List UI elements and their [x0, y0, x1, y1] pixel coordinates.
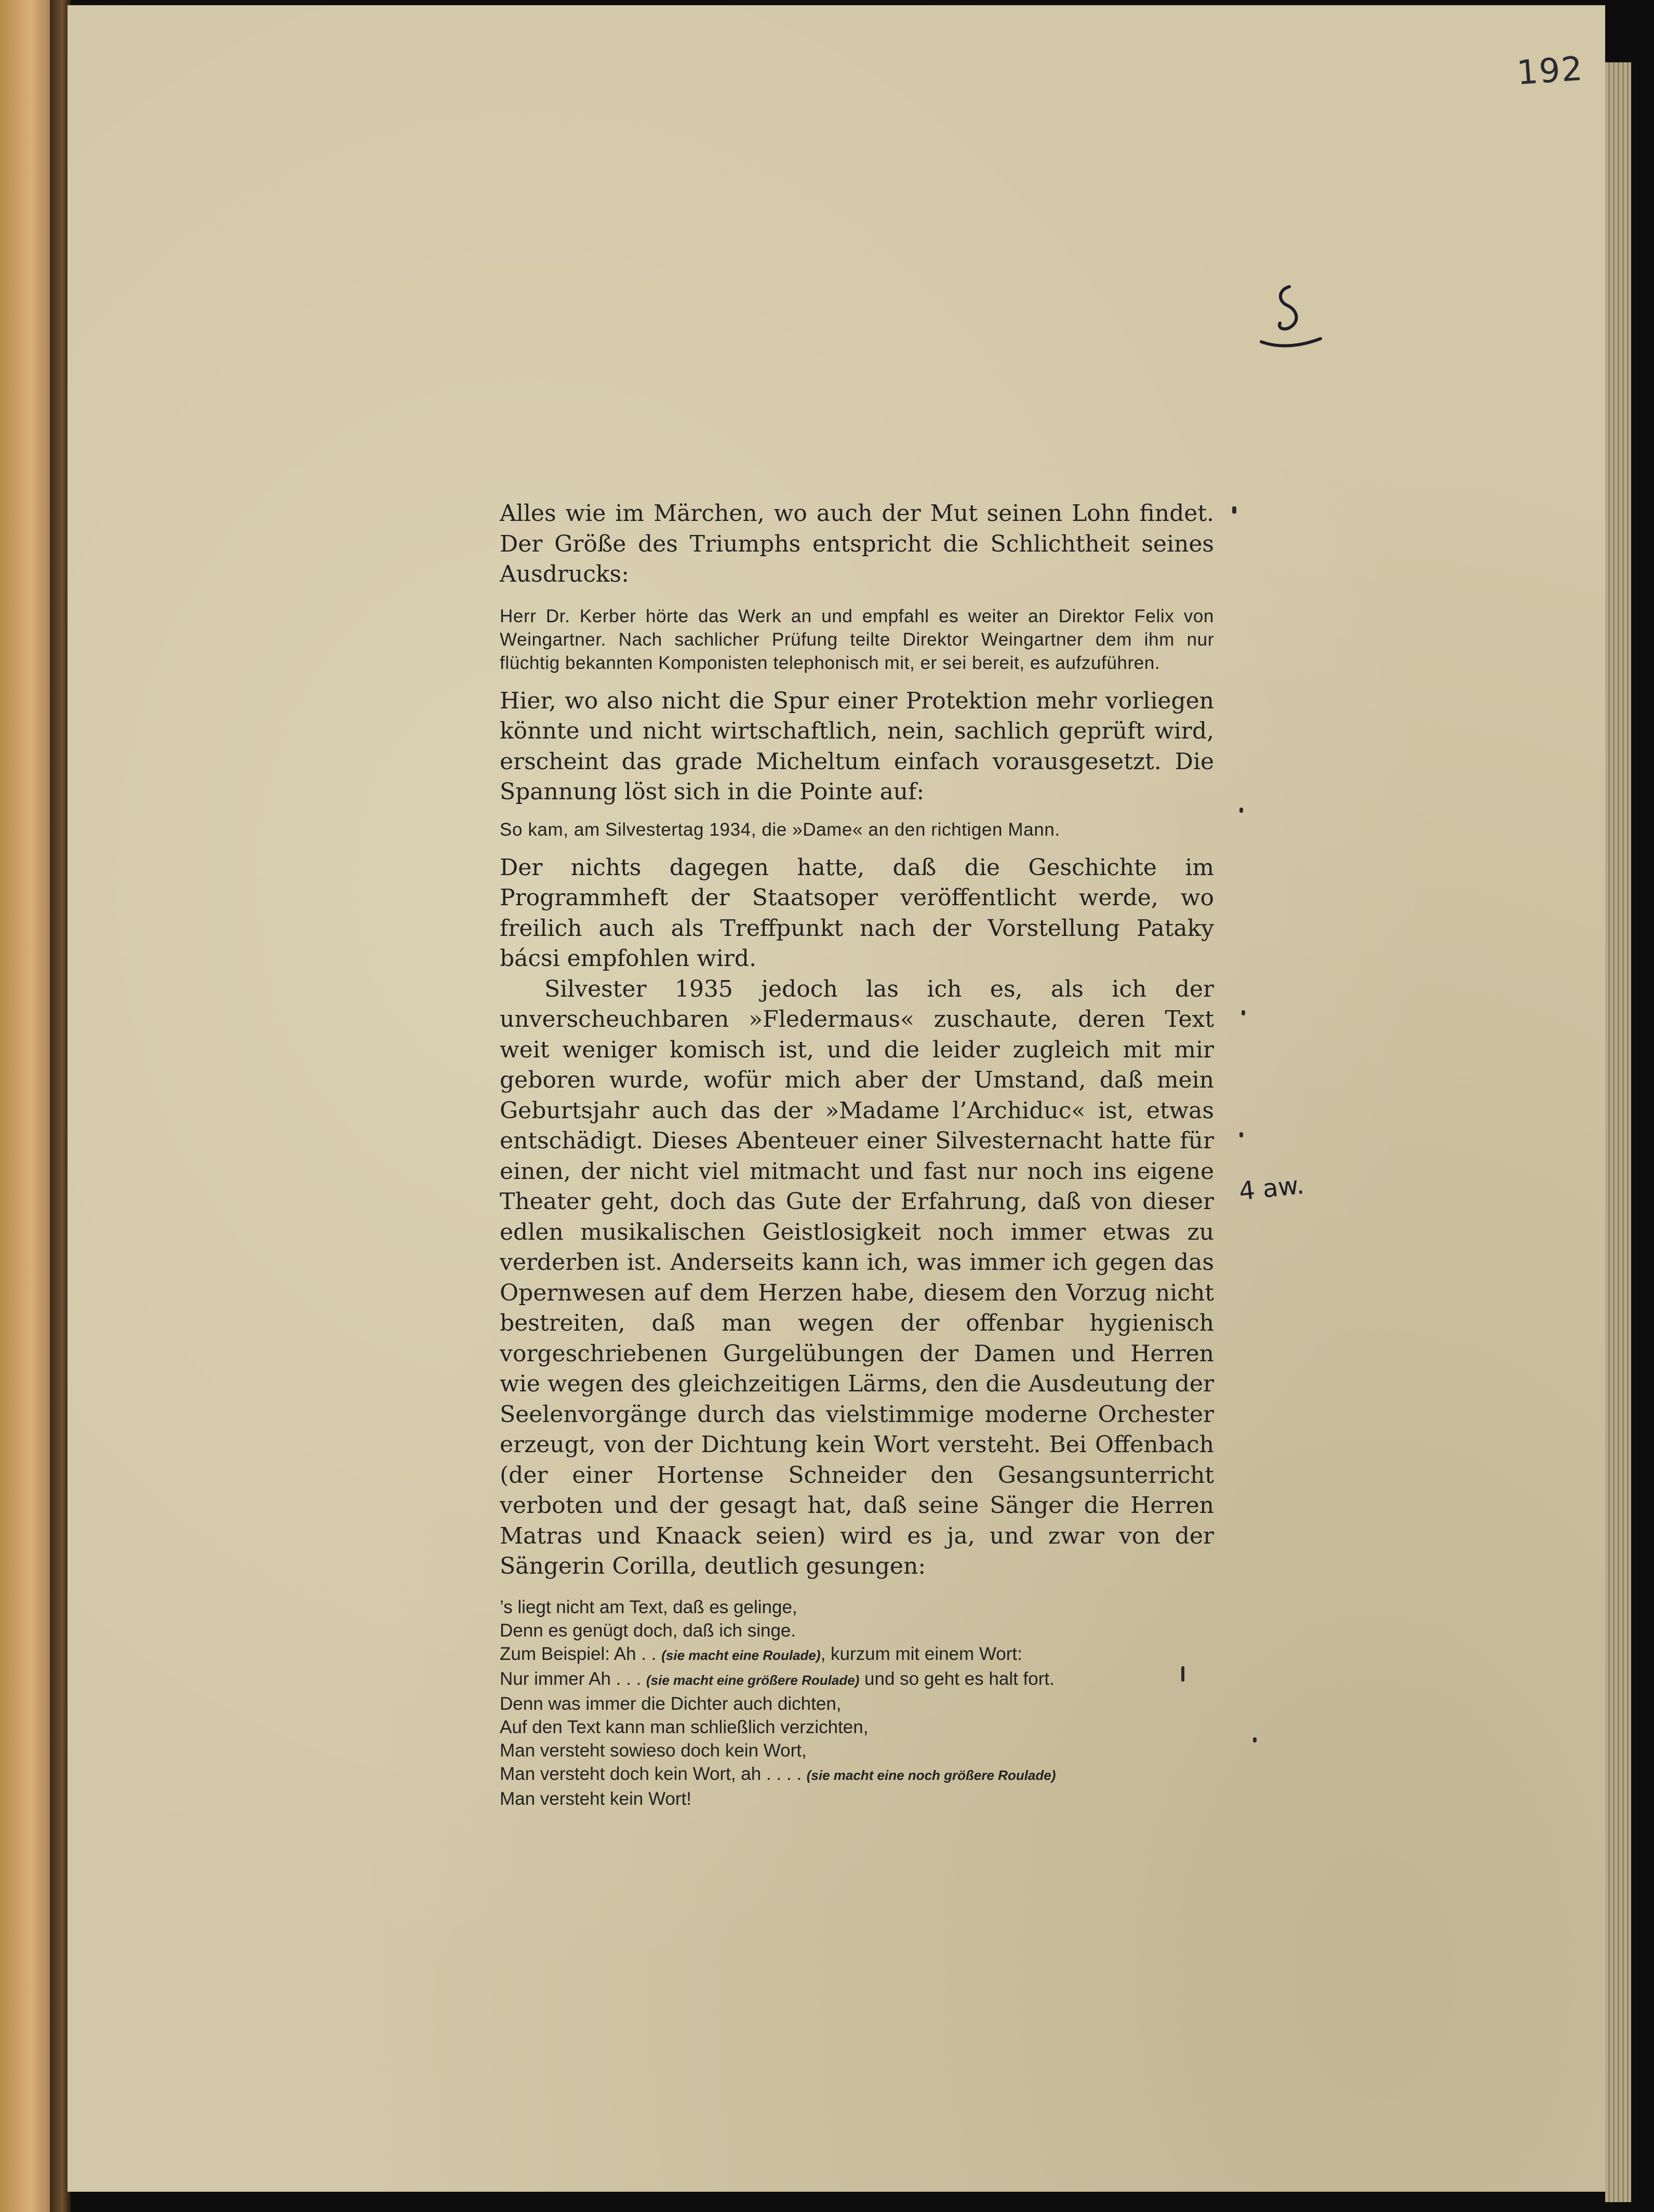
verse-line — [500, 1667, 1214, 1692]
verse-line — [500, 1762, 1214, 1787]
stage-direction: (sie macht eine noch größere Roulade) — [806, 1767, 1056, 1783]
paragraph-4: Silvester 1935 jedoch las ich es, als ich der unverscheuchbaren »Fledermaus« zuschaute, deren Text weit weniger komisch ist, und die leider zugleich mit mir geboren wurde, wofür mich aber der Umstand, daß mein Geburtsjahr auch das der »Madame l’Archiduc« ist, etwas entschädigt. Dieses Abenteuer einer Silvesternacht hatte für einen, der nicht viel mitmacht und fast nur noch ins eigene Theater geht, doch das Gute der Erfahrung, daß von dieser edlen musikalischen Geistlosigkeit noch immer etwas zu verderben ist. Anderseits kann ich, was immer ich gegen das Opernwesen auf dem Herzen habe, diesem den Vorzug nicht bestreiten, daß man wegen der offenbar hygienisch vorgeschriebenen Gurgelübungen der Damen und Herren wie wegen des gleichzeitigen Lärms, den die Ausdeutung der Seelenvorgänge durch das vielstimmige moderne Orchester erzeugt, von der Dichtung kein Wort versteht. Bei Offenbach (der einer Hortense Schneider den Gesangsunterricht verboten und der gesagt hat, daß seine Sänger die Herren Matras und Knaack seien) wird es ja, und zwar von der Sängerin Corilla, deutlich gesungen: — [500, 975, 1214, 1579]
handwritten-margin-note: 4 aw. — [1237, 1170, 1305, 1206]
stage-direction: (sie macht eine Roulade) — [661, 1647, 821, 1663]
handwritten-folio-number: 192 — [1515, 49, 1585, 93]
paragraph-2: Hier, wo also nicht die Spur einer Protektion mehr vorliegen könnte und nicht wirtschaftlich, nein, sachlich geprüft wird, erscheint das grade Micheltum einfach vorausgesetzt. Die Spannung löst sich in die Pointe auf: — [500, 687, 1214, 805]
verse-text: Zum Beispiel: Ah . . — [500, 1643, 662, 1664]
quoted-document-2: So kam, am Silvestertag 1934, die »Dame« an den richtigen Mann. — [500, 819, 1060, 840]
paragraph-1: Alles wie im Märchen, wo auch der Mut seinen Lohn findet. Der Größe des Triumphs entspricht die Schlichtheit seines Ausdrucks: — [500, 500, 1214, 587]
verse-quote — [500, 1596, 1214, 1811]
verse-line: ’s liegt nicht am Text, daß es gelinge, — [500, 1597, 797, 1617]
verse-line: Auf den Text kann man schließlich verzichten, — [500, 1717, 869, 1737]
margin-tick-mark-icon — [1232, 506, 1236, 514]
quoted-document-1: Herr Dr. Kerber hörte das Werk an und empfahl es weiter an Direktor Felix von Weingartner. Nach sachlicher Prüfung teilte Direktor Weingartner dem ihm nur flüchtig bekannten Komponisten telephonisch mit, er sei bereit, es aufzuführen. — [500, 606, 1214, 673]
main-text — [500, 499, 1214, 1811]
page-stack-edge — [1605, 62, 1631, 2202]
margin-tick-mark-icon — [1181, 1666, 1184, 1682]
margin-tick-mark-icon — [1242, 1010, 1245, 1015]
verse-line: Denn was immer die Dichter auch dichten, — [500, 1693, 842, 1714]
verse-line: Man versteht sowieso doch kein Wort, — [500, 1740, 807, 1761]
margin-tick-mark-icon — [1239, 1132, 1243, 1137]
verse-text: Nur immer Ah . . . — [500, 1668, 646, 1689]
verse-text: und so geht es halt fort. — [859, 1668, 1055, 1689]
handwritten-section-mark-icon — [1257, 280, 1325, 353]
paragraph-3: Der nichts dagegen hatte, daß die Geschichte im Programmheft der Staatsoper veröffentlicht werde, wo freilich auch als Treffpunkt nach der Vorstellung Pataky bácsi empfohlen wird. — [500, 854, 1214, 972]
verse-line: Man versteht kein Wort! — [500, 1788, 691, 1809]
verse-text: , kurzum mit einem Wort: — [820, 1643, 1022, 1664]
verse-line: Denn es genügt doch, daß ich singe. — [500, 1620, 796, 1641]
stage-direction: (sie macht eine größere Roulade) — [646, 1672, 860, 1688]
verse-line — [500, 1642, 1214, 1667]
margin-tick-mark-icon — [1253, 1737, 1257, 1742]
margin-tick-mark-icon — [1239, 808, 1243, 813]
verse-text: Man versteht doch kein Wort, ah . . . . — [500, 1763, 807, 1784]
